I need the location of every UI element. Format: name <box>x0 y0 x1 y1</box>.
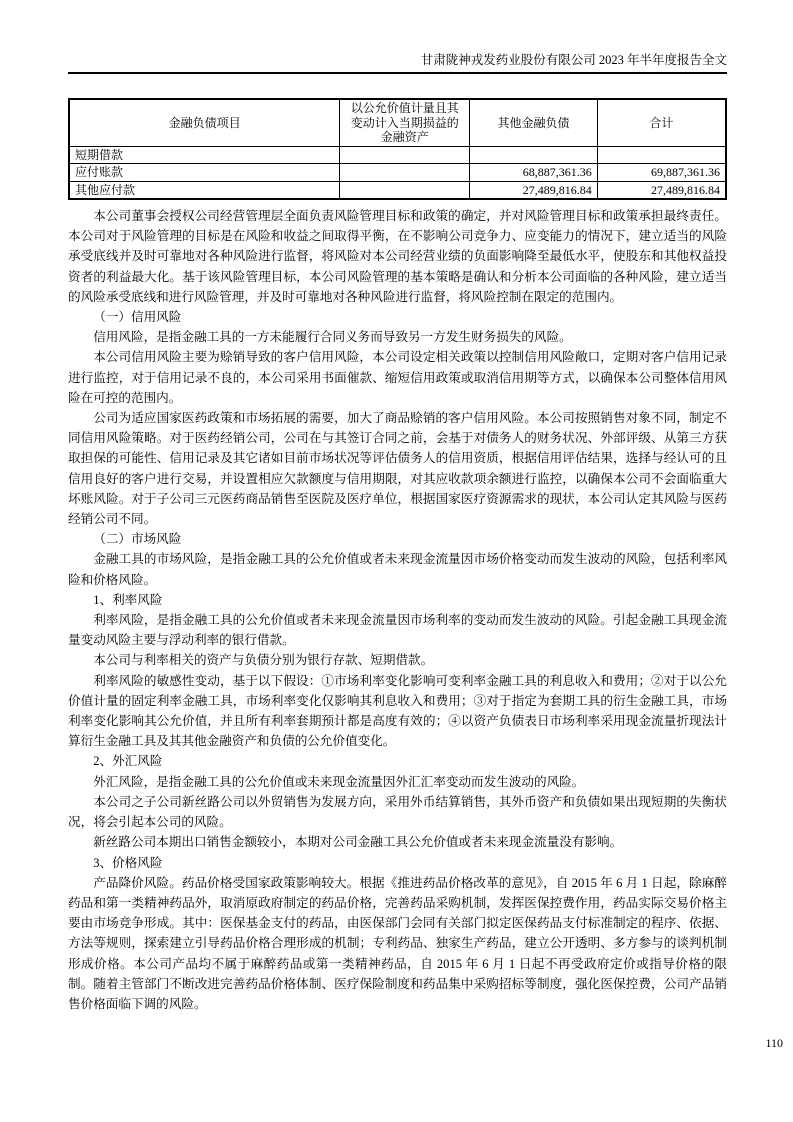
paragraph: 金融工具的市场风险，是指金融工具的公允价值或者未来现金流量因市场价格变动而发生波动的风险，包括利率风险和价格风险。 <box>68 552 727 587</box>
table-row <box>69 146 726 164</box>
paragraph: 1、利率风险 <box>93 592 163 607</box>
table-cell: 短期借款 <box>69 146 340 164</box>
paragraph: （二）市场风险 <box>93 532 182 547</box>
table-cell: 27,489,816.84 <box>597 181 726 199</box>
paragraph: 信用风险，是指金融工具的一方未能履行合同义务而导致另一方发生财务损失的风险。 <box>93 330 572 345</box>
table-cell: 68,887,361.36 <box>470 164 597 182</box>
table-header-cell: 其他金融负债 <box>470 99 597 146</box>
paragraph: 3、价格风险 <box>93 855 163 870</box>
paragraph: 产品降价风险。药品价格受国家政策影响较大。根据《推进药品价格改革的意见》，自 2015 年 6 月 1 日起，除麻醉药品和第一类精神药品外，取消原政府制定的药品价格，完善药品采购机制，发挥医保控费作用，药品实际交易价格主要由市场竞争形成。其中：医保基金支付的药品，由医保部门会同有关部门拟定医保药品支付标准制定的程序、依据、方法等规则，探索建立引导药品价格合理形成的机制；专利药品、独家生产药品，建立公开透明、多方参与的谈判机制形成价格。本公司产品均不属于麻醉药品或第一类精神药品，自 2015 年 6 月 1 日起不再受政府定价或指导价格的限制。随着主管部门不断改进完善药品价格体制、医疗保险制度和药品集中采购招标等制度，强化医保控费，公司产品销售价格面临下调的风险。 <box>68 875 727 1011</box>
content <box>68 206 727 1014</box>
table-row <box>69 181 726 199</box>
report-title: 甘肃陇神戎发药业股份有限公司 2023 年半年度报告全文 <box>420 53 727 67</box>
table-header-cell: 合计 <box>597 99 726 146</box>
table-header-cell: 金融负债项目 <box>69 99 340 146</box>
table-cell: 应付账款 <box>69 164 340 182</box>
table-cell <box>470 146 597 164</box>
table-body <box>69 146 726 199</box>
table-row <box>69 164 726 182</box>
page-header <box>68 0 727 74</box>
table-header-row <box>69 99 726 146</box>
page-number: 110 <box>765 1036 783 1050</box>
table-cell <box>597 146 726 164</box>
table-cell: 27,489,816.84 <box>470 181 597 199</box>
report-page <box>68 0 727 1122</box>
paragraph: 本公司董事会授权公司经营管理层全面负责风险管理目标和政策的确定，并对风险管理目标和政策承担最终责任。本公司对于风险管理的目标是在风险和收益之间取得平衡，在不影响公司竞争力、应变能力的情况下，建立适当的风险承受底线并及时可靠地对各种风险进行监督，将风险对本公司经营业绩的负面影响降至最低水平，使股东和其他权益投资者的利益最大化。基于该风险管理目标，本公司风险管理的基本策略是确认和分析本公司面临的各种风险，建立适当的风险承受底线和进行风险管理，并及时可靠地对各种风险进行监督，将风险控制在限定的范围内。 <box>68 209 727 304</box>
table-cell <box>340 181 470 199</box>
paragraph: 本公司之子公司新丝路公司以外贸销售为发展方向，采用外币结算销售，其外币资产和负债如果出现短期的失衡状况，将会引起本公司的风险。 <box>68 794 727 830</box>
table-cell: 其他应付款 <box>69 181 340 199</box>
paragraph: 2、外汇风险 <box>93 754 163 769</box>
financial-liabilities-table <box>68 98 727 200</box>
paragraph: 本公司与利率相关的资产与负债分别为银行存款、短期借款。 <box>93 653 434 668</box>
paragraph: 公司为适应国家医药政策和市场拓展的需要，加大了商品赊销的客户信用风险。本公司按照销售对象不同，制定不同信用风险策略。对于医药经销公司，公司在与其签订合同之前，会基于对债务人的财务状况、外部评级、从第三方获取担保的可能性、信用记录及其它诸如目前市场状况等评估债务人的信用资质，根据信用评估结果，选择与经认可的且信用良好的客户进行交易，并设置相应欠款额度与信用期限，对其应收款项余额进行监控，以确保本公司不会面临重大坏账风险。对于子公司三元医药商品销售至医院及医疗单位，根据国家医疗资源需求的现状，本公司认定其风险与医药经销公司不同。 <box>68 411 727 527</box>
paragraph: 利率风险的敏感性变动，基于以下假设：①市场利率变化影响可变利率金融工具的利息收入和费用；②对于以公允价值计量的固定利率金融工具，市场利率变化仅影响其利息收入和费用；③对于指定为套期工具的衍生金融工具，市场利率变化影响其公允价值，并且所有利率套期预计都是高度有效的；④以资产负债表日市场利率采用现金流量折现法计算衍生金融工具及其其他金融资产和负债的公允价值变化。 <box>68 673 727 749</box>
paragraph: 外汇风险，是指金融工具的公允价值或未来现金流量因外汇汇率变动而发生波动的风险。 <box>93 774 585 789</box>
table-cell: 69,887,361.36 <box>597 164 726 182</box>
table-cell <box>340 164 470 182</box>
paragraph: （一）信用风险 <box>93 310 182 325</box>
paragraph: 利率风险，是指金融工具的公允价值或者未来现金流量因市场利率的变动而发生波动的风险。引起金融工具现金流量变动风险主要与浮动利率的银行借款。 <box>68 613 727 648</box>
table-cell <box>340 146 470 164</box>
paragraph: 本公司信用风险主要为赊销导致的客户信用风险，本公司设定相关政策以控制信用风险敞口，定期对客户信用记录进行监控，对于信用记录不良的，本公司采用书面催款、缩短信用政策或取消信用期等方式，以确保本公司整体信用风险在可控的范围内。 <box>68 350 727 405</box>
paragraph: 新丝路公司本期出口销售金额较小，本期对公司金融工具公允价值或者未来现金流量没有影响。 <box>93 835 623 850</box>
table-header-cell: 以公允价值计量且其变动计入当期损益的金融资产 <box>340 99 470 146</box>
